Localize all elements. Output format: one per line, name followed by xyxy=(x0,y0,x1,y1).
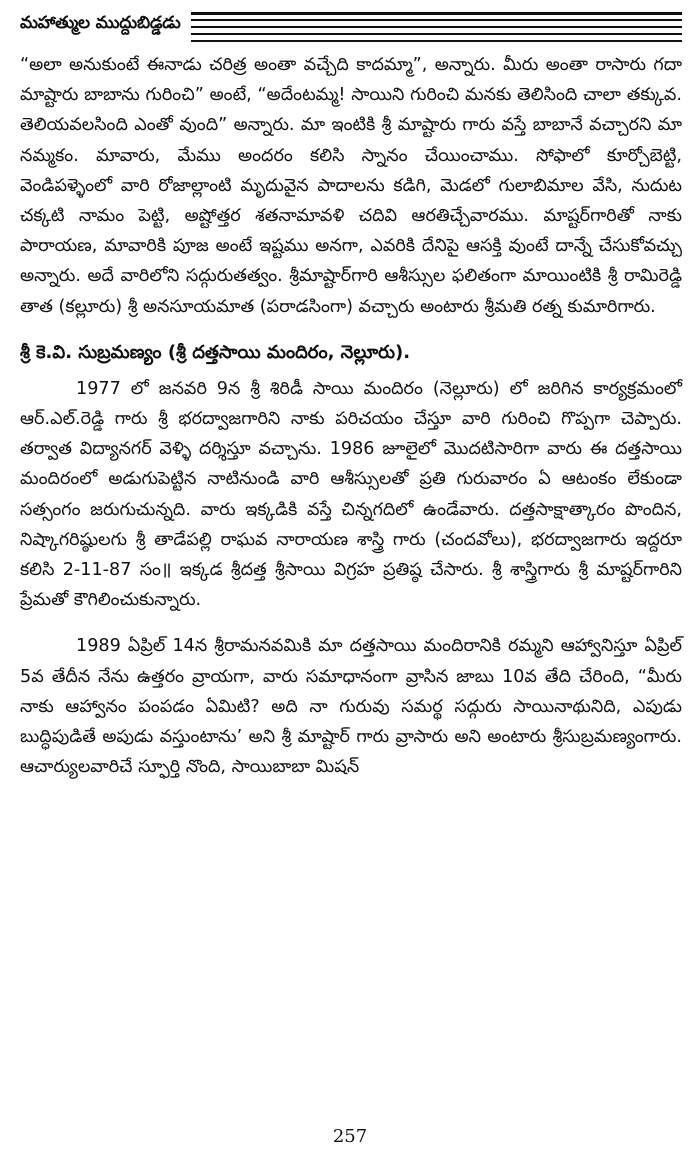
running-header xyxy=(20,0,682,50)
body-text xyxy=(20,50,682,782)
header-rule xyxy=(191,33,682,36)
paragraph: 1989 ఏప్రిల్ 14న శ్రీరామనవమికి మా దత్తసాయి మందిరానికి రమ్మని ఆహ్వానిస్తూ ఏప్రిల్ 5వ తేదీన నేను ఉత్తరం వ్రాయగా, వారు సమాధానంగా వ్రాసిన జాబు 10వ తేది చేరింది, “మీరు నాకు ఆహ్వానం పంపడం ఏమిటి? అది నా గురువు సమర్థ సద్గురు సాయినాథునిది, ఎపుడు బుద్ధిపుడితే అపుడు వస్తుంటాను’ అని శ్రీ మాష్టార్ గారు వ్రాసారు అని అంటారు శ్రీసుబ్రమణ్యంగారు. ఆచార్యులవారిచే స్ఫూర్తి నొంది, సాయిబాబా మిషన్ xyxy=(20,636,682,778)
header-rule xyxy=(191,40,682,43)
header-rules xyxy=(191,12,682,42)
header-rule xyxy=(191,12,682,15)
paragraph: 1977 లో జనవరి 9న శ్రీ శిరిడీ సాయి మందిరం (నెల్లూరు) లో జరిగిన కార్యక్రమంలో ఆర్.ఎల్.రెడ్డి గారు శ్రీ భరద్వాజగారిని నాకు పరిచయం చేస్తూ వారి గురించి గొప్పగా చెప్పారు. తర్వాత విద్యానగర్ వెళ్ళి దర్శిస్తూ వచ్చాను. 1986 జూలైలో మొదటిసారిగా వారు ఈ దత్తసాయి మందిరంలో అడుగుపెట్టిన నాటినుండి వారి ఆశీస్సులతో ప్రతి గురువారం ఏ ఆటంకం లేకుండా సత్సంగం జరుగుచున్నది. వారు ఇక్కడికి వస్తే చిన్నగదిలో ఉండేవారు. దత్తసాక్షాత్కారం పొందిన, నిష్కాగరిష్ఠులగు శ్రీ తాడేపల్లి రాఘవ నారాయణ శాస్త్రి గారు (చందవోలు), భరద్వాజగారు ఇద్దరూ కలిసి 2-11-87 సం॥ ఇక్కడ శ్రీదత్త శ్రీసాయి విగ్రహ ప్రతిష్ఠ చేసారు. శ్రీ శాస్త్రిగారు శ్రీ మాష్టర్‌గారిని ప్రేమతో కౌగిలించుకున్నారు. xyxy=(20,378,682,611)
page-number: 257 xyxy=(332,1126,368,1147)
section-heading: శ్రీ కె.వి. సుబ్రమణ్యం (శ్రీ దత్తసాయి మందిరం, నెల్లూరు). xyxy=(20,341,411,363)
header-rule xyxy=(191,26,682,29)
running-header-title: మహాత్ముల ముద్దుబిడ్డడు xyxy=(20,13,181,33)
paragraph-continued: “అలా అనుకుంటే ఈనాడు చరిత్ర అంతా వచ్చేది కాదమ్మా”, అన్నారు. మీరు అంతా రాసారు గదా మాష్టారు బాబాను గురించి” అంటే, “అదేంటమ్మ! సాయిని గురించి మనకు తెలిసింది చాలా తక్కువ. తెలియవలసింది ఎంతో వుంది” అన్నారు. మా ఇంటికి శ్రీ మాష్టారు గారు వస్తే బాబానే వచ్చారని మా నమ్మకం. మావారు, మేము అందరం కలిసి స్నానం చేయించాము. సోఫాలో కూర్చోబెట్టి, వెండిపళ్ళెంలో వారి రోజాల్లాంటి మృదువైన పాదాలను కడిగి, మెడలో గులాబిమాల వేసి, నుదుట చక్కటి నామం పెట్టి, అష్టోత్తర శతనామావళి చదివి ఆరతిచ్చేవారము. మాష్టర్‌గారితో నాకు పారాయణ, మావారికి పూజ అంటే ఇష్టము అనగా, ఎవరికి దేనిపై ఆసక్తి వుంటే దాన్నే చేసుకోవచ్చు అన్నారు. అదే వారిలోని సద్గురుతత్వం. శ్రీమాష్టార్‌గారి ఆశీస్సుల ఫలితంగా మాయింటికి శ్రీ రామిరెడ్డి తాత (కల్లూరు) శ్రీ అనసూయమాత (పరాడసింగా) వచ్చారు అంటారు శ్రీమతి రత్న కుమారిగారు. xyxy=(20,55,682,317)
header-rule xyxy=(191,19,682,22)
